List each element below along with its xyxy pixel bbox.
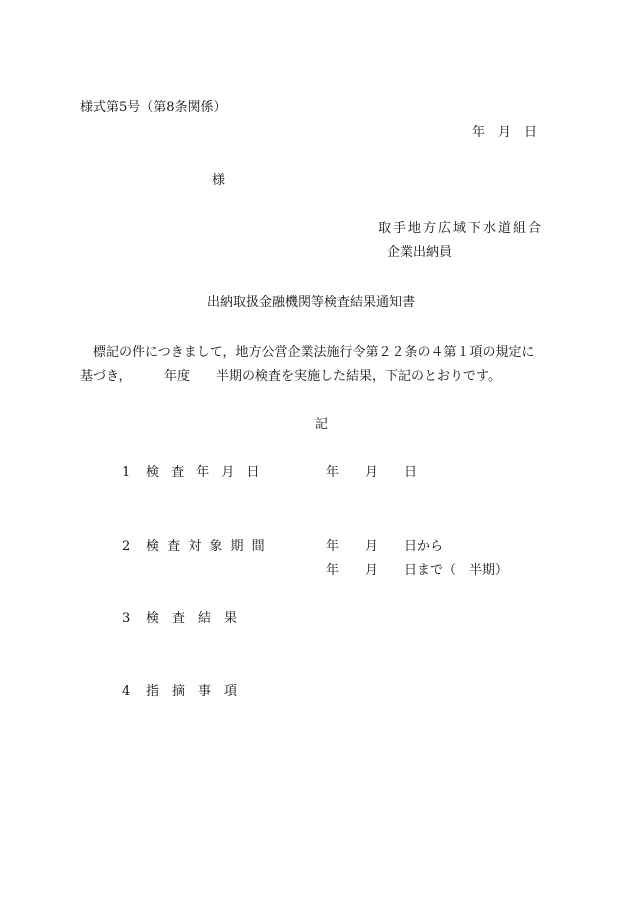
item-value-inspection-date: 年 月 日 [326,465,418,480]
item-label-inspection-period: 検 査 対 象 期 間 [146,539,267,554]
body-line-1: 標記の件につきまして，地方公営企業法施行令第２２条の４第１項の規定に [80,345,535,360]
item-number-4: 4 [122,684,131,699]
document-date: 年 月 日 [472,125,538,140]
item-label-inspection-date: 検 査 年 月 日 [146,465,264,480]
form-number: 様式第5号（第8条関係） [80,100,227,115]
item-value-period-end: 年 月 日まで（ 半期） [326,563,509,578]
item-value-period-start: 年 月 日から [326,539,444,554]
sender-organization: 取手地方広域下水道組合 [378,221,544,236]
sender-title: 企業出納員 [387,245,453,260]
ki-heading: 記 [315,417,329,432]
addressee-honorific: 様 [212,173,226,188]
body-line-2: 基づき， 年度 半期の検査を実施した結果，下記のとおりです。 [80,369,501,384]
item-number-1: 1 [122,465,131,480]
item-number-2: 2 [122,539,131,554]
item-label-findings: 指 摘 事 項 [146,684,238,699]
item-label-inspection-result: 検 査 結 果 [146,611,238,626]
item-number-3: 3 [122,611,131,626]
document-title: 出納取扱金融機関等検査結果通知書 [207,295,416,310]
